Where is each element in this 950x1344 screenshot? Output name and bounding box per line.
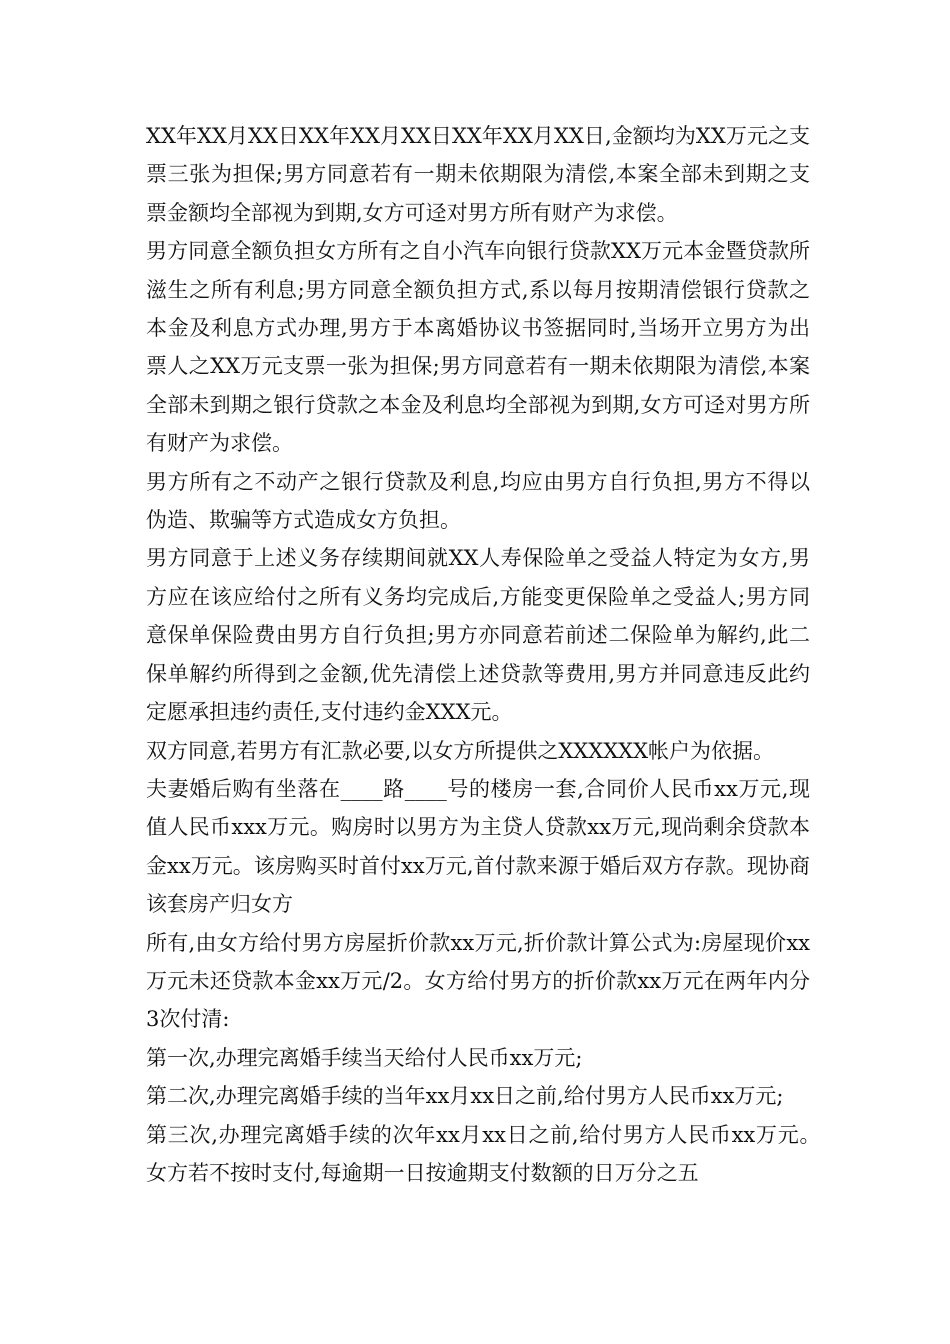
paragraph-remittance-account: 双方同意,若男方有汇款必要,以女方所提供之XXXXXX帐户为依据。 xyxy=(146,738,775,763)
paragraph-insurance-policy: 男方同意于上述义务存续期间就XX人寿保险单之受益人特定为女方,男方应在该应给付之所有义务均完成后,方能变更保险单之受益人;男方同意保单保险费由男方自行负担;男方亦同意若前述二保险单为解约,此二保单解约所得到之金额,优先清偿上述贷款等费用,男方并同意违反此约定愿承担违约责任,支付违约金XXX元。 xyxy=(146,546,810,725)
paragraph-marital-house: 夫妻婚后购有坐落在____路____号的楼房一套,合同价人民币xx万元,现值人民币xxx万元。购房时以男方为主贷人贷款xx万元,现尚剩余贷款本金xx万元。该房购买时首付xx万元,首付款来源于婚后双方存款。现协商该套房产归女方 xyxy=(146,776,810,917)
paragraph-first-payment: 第一次,办理完离婚手续当天给付人民币xx万元; xyxy=(146,1045,583,1070)
paragraph-second-payment: 第二次,办理完离婚手续的当年xx月xx日之前,给付男方人民币xx万元; xyxy=(146,1084,784,1109)
paragraph-real-estate-loan: 男方所有之不动产之银行贷款及利息,均应由男方自行负担,男方不得以伪造、欺骗等方式造成女方负担。 xyxy=(146,469,810,533)
paragraph-third-payment: 第三次,办理完离婚手续的次年xx月xx日之前,给付男方人民币xx万元。 女方若不按时支付,每逾期一日按逾期支付数额的日万分之五 xyxy=(146,1122,852,1185)
paragraph-car-loan: 男方同意全额负担女方所有之自小汽车向银行贷款XX万元本金暨贷款所滋生之所有利息;男方同意全额负担方式,系以每月按期清偿银行贷款之本金及利息方式办理,男方于本离婚协议书签据同时,当场开立男方为出票人之XX万元支票一张为担保;男方同意若有一期未依期限为清偿,本案全部未到期之银行贷款之本金及利息均全部视为到期,女方可迳对男方所有财产为求偿。 xyxy=(146,239,810,456)
document-body xyxy=(146,117,852,1192)
paragraph-check-guarantee: XX年XX月XX日XX年XX月XX日XX年XX月XX日,金额均为XX万元之支票三张为担保;男方同意若有一期未依期限为清偿,本案全部未到期之支票金额均全部视为到期,女方可迳对男方所有财产为求偿。 xyxy=(146,124,810,225)
paragraph-house-compensation: 所有,由女方给付男方房屋折价款xx万元,折价款计算公式为:房屋现价xx万元未还贷款本金xx万元/2。女方给付男方的折价款xx万元在两年内分3次付清: xyxy=(146,930,810,1032)
